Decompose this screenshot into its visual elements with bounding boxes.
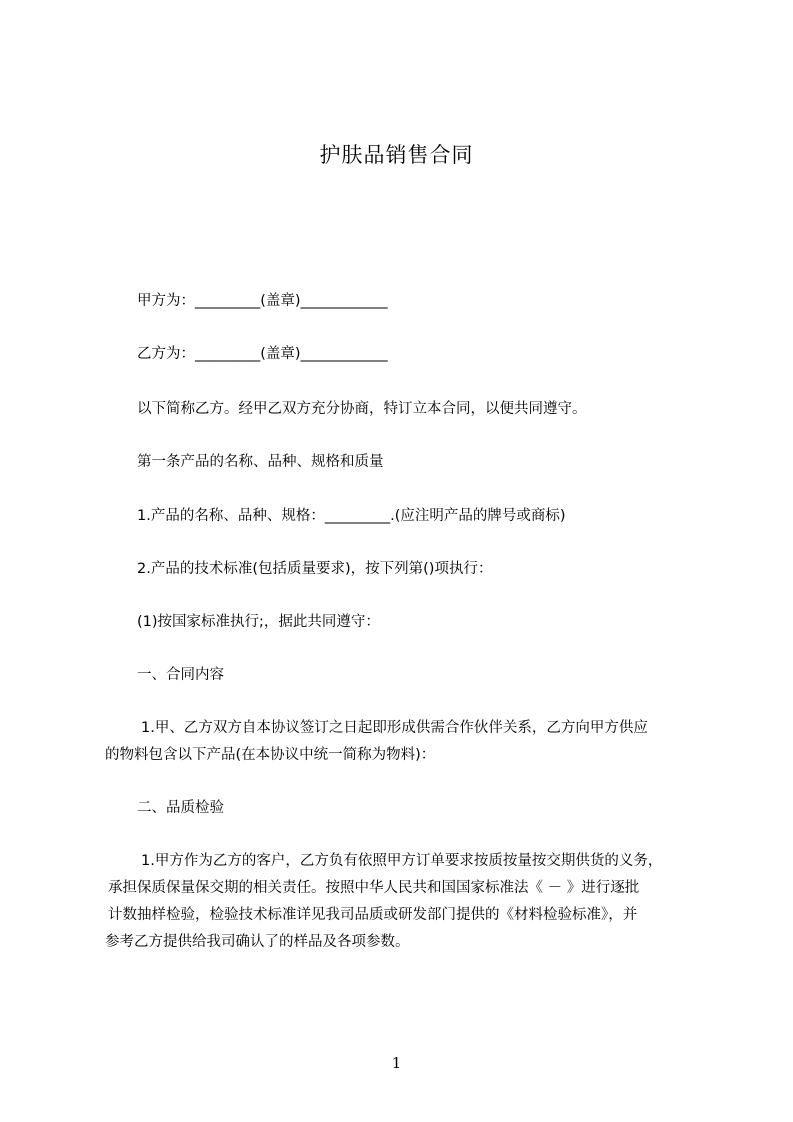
paragraph-line: 1.甲、乙方双方自本协议签订之日起即形成供需合作伙伴关系，乙方向甲方供应 [141,720,648,736]
national-standard-item: (1)按国家标准执行;，据此共同遵守： [137,614,380,630]
paragraph-line: 参考乙方提供给我司确认了的样品及各项参数。 [105,934,410,950]
section-quality-inspection-heading: 二、品质检验 [137,800,224,816]
contract-content-paragraph [105,715,705,769]
paragraph-line: 1.甲方作为乙方的客户，乙方负有依照甲方订单要求按质按量按交期供货的义务， [141,853,663,869]
paragraph-line: 计数抽样检验，检验技术标准详见我司品质或研发部门提供的《材料检验标准》，并 [108,907,638,923]
document-title: 护肤品销售合同 [319,143,474,167]
product-name-item: 1.产品的名称、品种、规格：_________.(应注明产品的牌号或商标) [137,508,566,524]
page-number: 1 [391,1054,402,1072]
section-contract-content-heading: 一、合同内容 [137,667,224,683]
paragraph-line: 的物料包含以下产品(在本协议中统一简称为物料)： [105,747,436,763]
party-b-line: 乙方为：_________(盖章)____________ [137,346,388,362]
quality-inspection-paragraph [105,848,705,956]
technical-standard-item: 2.产品的技术标准(包括质量要求)，按下列第()项执行： [137,561,493,577]
party-a-line: 甲方为：_________(盖章)____________ [137,293,388,309]
paragraph-line: 承担保质保量保交期的相关责任。按照中华人民共和国国家标准法《 － 》进行逐批 [108,880,640,896]
intro-line: 以下简称乙方。经甲乙双方充分协商，特订立本合同，以便共同遵守。 [137,401,587,417]
article-1-heading: 第一条产品的名称、品种、规格和质量 [137,454,384,470]
